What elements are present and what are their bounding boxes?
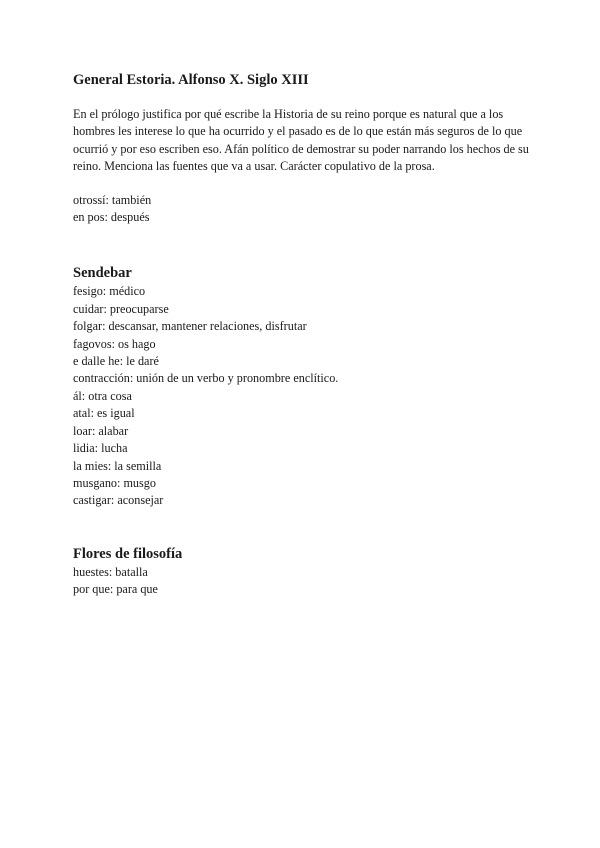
glossary-item: cuidar: preocuparse [73, 301, 169, 316]
document-page [73, 70, 533, 599]
section-paragraph: En el prólogo justifica por qué escribe la Historia de su reino porque es natural que a los hombres les interese lo que ha ocurrido y el pasado es de lo que están más seguros de lo que ocurrió y por eso escriben eso. Afán político de demostrar su poder narrando los hechos de su reino. Menciona las fuentes que va a usar. Carácter copulativo de la prosa. [73, 107, 529, 174]
glossary-item: en pos: después [73, 210, 150, 225]
glossary-item: fesigo: médico [73, 284, 146, 299]
section-sendebar [73, 263, 533, 509]
glossary-list [73, 283, 533, 509]
glossary-item: contracción: unión de un verbo y pronombre enclítico. [73, 371, 339, 386]
glossary-item: huestes: batalla [73, 564, 148, 579]
section-flores-de-filosofia [73, 544, 533, 599]
glossary-item: atal: es igual [73, 406, 135, 421]
glossary-list [73, 192, 533, 227]
glossary-item: ál: otra cosa [73, 388, 132, 403]
glossary-item: e dalle he: le daré [73, 354, 159, 369]
section-title: General Estoria. Alfonso X. Siglo XIII [73, 72, 309, 88]
glossary-item: fagovos: os hago [73, 336, 156, 351]
spacer [73, 176, 533, 192]
glossary-item: la mies: la semilla [73, 458, 162, 473]
section-title: Sendebar [73, 265, 132, 282]
glossary-item: castigar: aconsejar [73, 493, 164, 508]
glossary-item: lidia: lucha [73, 441, 128, 456]
glossary-item: loar: alabar [73, 423, 129, 438]
glossary-item: por que: para que [73, 582, 158, 597]
glossary-item: folgar: descansar, mantener relaciones, disfrutar [73, 319, 307, 334]
section-title: Flores de filosofía [73, 545, 183, 562]
glossary-item: musgano: musgo [73, 475, 156, 490]
glossary-list [73, 564, 533, 599]
section-general-estoria [73, 70, 533, 226]
glossary-item: otrossí: también [73, 192, 152, 207]
